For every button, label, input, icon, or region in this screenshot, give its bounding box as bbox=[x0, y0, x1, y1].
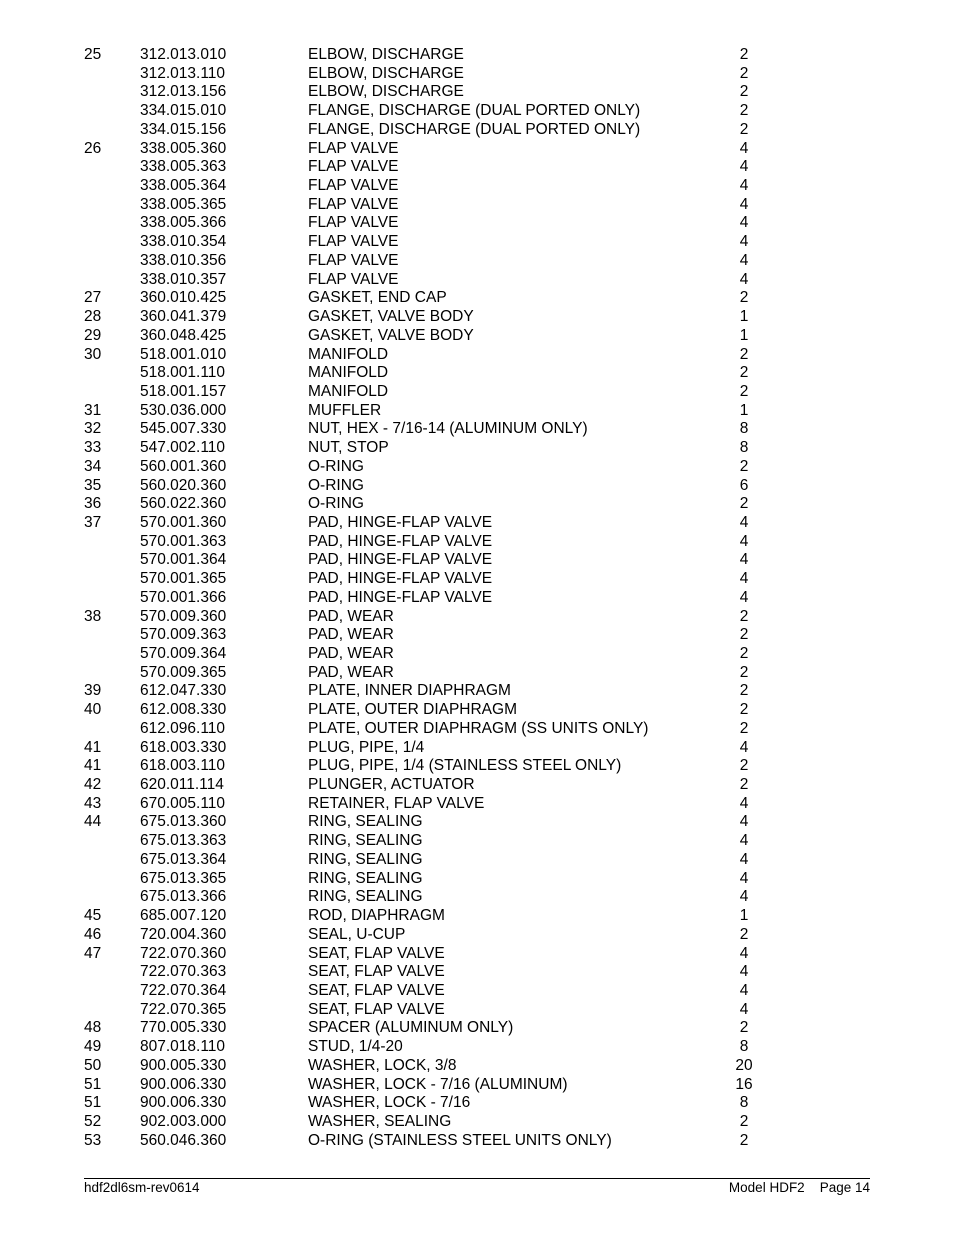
part-number: 518.001.010 bbox=[140, 345, 227, 363]
quantity: 4 bbox=[739, 158, 749, 176]
parts-row bbox=[84, 739, 784, 758]
quantity: 2 bbox=[739, 776, 749, 794]
part-number: 685.007.120 bbox=[140, 907, 227, 925]
item-number: 39 bbox=[84, 682, 102, 700]
part-description: RETAINER, FLAP VALVE bbox=[308, 794, 485, 812]
parts-row bbox=[84, 65, 784, 84]
item-number: 35 bbox=[84, 476, 102, 494]
parts-row bbox=[84, 1001, 784, 1020]
part-description: NUT, HEX - 7/16-14 (ALUMINUM ONLY) bbox=[308, 420, 588, 438]
parts-row bbox=[84, 214, 784, 233]
part-description: ROD, DIAPHRAGM bbox=[308, 907, 445, 925]
item-number: 27 bbox=[84, 289, 102, 307]
parts-row bbox=[84, 271, 784, 290]
quantity: 2 bbox=[739, 364, 749, 382]
item-number: 44 bbox=[84, 813, 102, 831]
parts-row bbox=[84, 982, 784, 1001]
part-description: SEAT, FLAP VALVE bbox=[308, 1000, 445, 1018]
part-number: 570.009.364 bbox=[140, 645, 227, 662]
part-description: MANIFOLD bbox=[308, 345, 389, 363]
parts-row bbox=[84, 364, 784, 383]
quantity: 2 bbox=[739, 83, 749, 101]
part-number: 312.013.156 bbox=[140, 83, 227, 101]
item-number: 43 bbox=[84, 794, 102, 812]
part-number: 675.013.360 bbox=[140, 813, 227, 831]
part-number: 360.010.425 bbox=[140, 289, 227, 307]
part-number: 618.003.110 bbox=[140, 757, 226, 775]
item-number: 28 bbox=[84, 308, 102, 326]
part-description: WASHER, LOCK, 3/8 bbox=[308, 1056, 457, 1074]
part-description: WASHER, SEALING bbox=[308, 1112, 452, 1130]
part-description: GASKET, END CAP bbox=[308, 289, 447, 307]
part-description: FLAP VALVE bbox=[308, 158, 399, 176]
parts-row bbox=[84, 626, 784, 645]
part-description: FLAP VALVE bbox=[308, 233, 399, 251]
quantity: 8 bbox=[739, 420, 749, 438]
part-number: 620.011.114 bbox=[140, 776, 224, 794]
part-description: GASKET, VALVE BODY bbox=[308, 308, 474, 326]
parts-list bbox=[84, 46, 784, 1150]
parts-row bbox=[84, 233, 784, 252]
part-number: 722.070.363 bbox=[140, 963, 227, 981]
item-number: 25 bbox=[84, 46, 102, 63]
item-number: 41 bbox=[84, 757, 102, 775]
footer-doc-id: hdf2dl6sm-rev0614 bbox=[84, 1180, 200, 1195]
part-number: 675.013.363 bbox=[140, 832, 227, 850]
quantity: 1 bbox=[739, 401, 749, 419]
part-description: ELBOW, DISCHARGE bbox=[308, 83, 464, 101]
parts-row bbox=[84, 327, 784, 346]
part-description: PLATE, OUTER DIAPHRAGM bbox=[308, 701, 517, 719]
quantity: 8 bbox=[739, 1094, 749, 1112]
quantity: 1 bbox=[739, 326, 749, 344]
item-number: 33 bbox=[84, 439, 102, 457]
part-number: 518.001.157 bbox=[140, 382, 227, 400]
part-number: 722.070.365 bbox=[140, 1000, 227, 1018]
part-description: PAD, HINGE-FLAP VALVE bbox=[308, 532, 493, 550]
quantity: 4 bbox=[739, 944, 749, 962]
parts-row bbox=[84, 289, 784, 308]
parts-row bbox=[84, 551, 784, 570]
part-number: 900.005.330 bbox=[140, 1056, 227, 1074]
quantity: 2 bbox=[739, 1112, 749, 1130]
part-description: ELBOW, DISCHARGE bbox=[308, 64, 464, 82]
parts-row bbox=[84, 795, 784, 814]
parts-row bbox=[84, 1094, 784, 1113]
parts-row bbox=[84, 495, 784, 514]
item-number: 50 bbox=[84, 1056, 102, 1074]
parts-row bbox=[84, 346, 784, 365]
quantity: 4 bbox=[739, 270, 749, 288]
parts-row bbox=[84, 402, 784, 421]
part-description: RING, SEALING bbox=[308, 888, 423, 906]
part-description: RING, SEALING bbox=[308, 869, 423, 887]
quantity: 4 bbox=[739, 869, 749, 887]
parts-row bbox=[84, 1057, 784, 1076]
quantity: 4 bbox=[739, 570, 749, 588]
part-description: PAD, HINGE-FLAP VALVE bbox=[308, 513, 493, 531]
quantity: 8 bbox=[739, 439, 749, 457]
footer-rule bbox=[84, 1178, 870, 1179]
part-number: 670.005.110 bbox=[140, 794, 226, 812]
parts-row bbox=[84, 570, 784, 589]
quantity: 4 bbox=[739, 813, 749, 831]
part-number: 770.005.330 bbox=[140, 1019, 227, 1037]
quantity: 4 bbox=[739, 981, 749, 999]
part-number: 338.005.360 bbox=[140, 139, 227, 157]
quantity: 4 bbox=[739, 233, 749, 251]
part-number: 900.006.330 bbox=[140, 1094, 227, 1112]
part-number: 675.013.366 bbox=[140, 888, 227, 906]
part-number: 570.001.363 bbox=[140, 532, 227, 550]
part-number: 560.046.360 bbox=[140, 1131, 227, 1149]
part-description: PAD, HINGE-FLAP VALVE bbox=[308, 570, 493, 588]
part-description: SEAT, FLAP VALVE bbox=[308, 981, 445, 999]
quantity: 2 bbox=[739, 382, 749, 400]
quantity: 20 bbox=[735, 1056, 753, 1074]
part-number: 570.001.366 bbox=[140, 588, 227, 606]
part-description: MUFFLER bbox=[308, 401, 382, 419]
parts-row bbox=[84, 832, 784, 851]
part-description: PAD, WEAR bbox=[308, 626, 394, 644]
quantity: 4 bbox=[739, 888, 749, 906]
item-number: 37 bbox=[84, 513, 102, 531]
quantity: 8 bbox=[739, 1038, 749, 1056]
part-number: 312.013.010 bbox=[140, 46, 227, 63]
parts-row bbox=[84, 383, 784, 402]
parts-row bbox=[84, 196, 784, 215]
part-description: FLAP VALVE bbox=[308, 177, 399, 195]
part-number: 720.004.360 bbox=[140, 925, 227, 943]
item-number: 30 bbox=[84, 345, 102, 363]
quantity: 4 bbox=[739, 551, 749, 569]
quantity: 2 bbox=[739, 607, 749, 625]
part-number: 612.047.330 bbox=[140, 682, 227, 700]
item-number: 26 bbox=[84, 139, 102, 157]
part-number: 675.013.365 bbox=[140, 869, 227, 887]
part-description: MANIFOLD bbox=[308, 382, 389, 400]
quantity: 4 bbox=[739, 832, 749, 850]
part-description: O-RING (STAINLESS STEEL UNITS ONLY) bbox=[308, 1131, 612, 1149]
quantity: 2 bbox=[739, 626, 749, 644]
parts-row bbox=[84, 851, 784, 870]
part-description: PAD, HINGE-FLAP VALVE bbox=[308, 551, 493, 569]
parts-row bbox=[84, 888, 784, 907]
part-number: 722.070.360 bbox=[140, 944, 227, 962]
part-description: SPACER (ALUMINUM ONLY) bbox=[308, 1019, 514, 1037]
parts-row bbox=[84, 945, 784, 964]
part-number: 518.001.110 bbox=[140, 364, 226, 382]
part-number: 334.015.156 bbox=[140, 120, 227, 138]
part-number: 612.096.110 bbox=[140, 719, 226, 737]
quantity: 4 bbox=[739, 195, 749, 213]
parts-row bbox=[84, 907, 784, 926]
quantity: 4 bbox=[739, 214, 749, 232]
parts-row bbox=[84, 477, 784, 496]
quantity: 2 bbox=[739, 663, 749, 681]
item-number: 38 bbox=[84, 607, 102, 625]
parts-row bbox=[84, 926, 784, 945]
parts-row bbox=[84, 46, 784, 65]
quantity: 4 bbox=[739, 850, 749, 868]
part-description: PLATE, INNER DIAPHRAGM bbox=[308, 682, 511, 700]
quantity: 4 bbox=[739, 139, 749, 157]
quantity: 4 bbox=[739, 1000, 749, 1018]
item-number: 32 bbox=[84, 420, 102, 438]
quantity: 2 bbox=[739, 495, 749, 513]
item-number: 41 bbox=[84, 738, 102, 756]
parts-row bbox=[84, 813, 784, 832]
parts-row bbox=[84, 420, 784, 439]
parts-row bbox=[84, 701, 784, 720]
part-number: 338.005.364 bbox=[140, 177, 227, 195]
part-description: PAD, HINGE-FLAP VALVE bbox=[308, 588, 493, 606]
parts-row bbox=[84, 1038, 784, 1057]
part-description: FLAP VALVE bbox=[308, 139, 399, 157]
item-number: 52 bbox=[84, 1112, 102, 1130]
part-number: 360.041.379 bbox=[140, 308, 227, 326]
parts-row bbox=[84, 102, 784, 121]
parts-row bbox=[84, 83, 784, 102]
item-number: 48 bbox=[84, 1019, 102, 1037]
part-description: PLUG, PIPE, 1/4 bbox=[308, 738, 425, 756]
part-number: 570.009.363 bbox=[140, 626, 227, 644]
part-description: SEAT, FLAP VALVE bbox=[308, 963, 445, 981]
parts-row bbox=[84, 664, 784, 683]
item-number: 34 bbox=[84, 457, 102, 475]
part-description: PAD, WEAR bbox=[308, 607, 394, 625]
parts-row bbox=[84, 1019, 784, 1038]
part-number: 612.008.330 bbox=[140, 701, 227, 719]
part-description: GASKET, VALVE BODY bbox=[308, 326, 474, 344]
part-number: 560.022.360 bbox=[140, 495, 227, 513]
quantity: 2 bbox=[739, 46, 749, 63]
part-description: ELBOW, DISCHARGE bbox=[308, 46, 464, 63]
part-description: RING, SEALING bbox=[308, 813, 423, 831]
quantity: 2 bbox=[739, 925, 749, 943]
part-number: 312.013.110 bbox=[140, 64, 226, 82]
part-description: FLANGE, DISCHARGE (DUAL PORTED ONLY) bbox=[308, 102, 641, 120]
parts-row bbox=[84, 608, 784, 627]
item-number: 45 bbox=[84, 907, 102, 925]
part-description: PLATE, OUTER DIAPHRAGM (SS UNITS ONLY) bbox=[308, 719, 649, 737]
part-number: 547.002.110 bbox=[140, 439, 226, 457]
item-number: 36 bbox=[84, 495, 102, 513]
part-description: MANIFOLD bbox=[308, 364, 389, 382]
part-description: WASHER, LOCK - 7/16 (ALUMINUM) bbox=[308, 1075, 568, 1093]
quantity: 4 bbox=[739, 251, 749, 269]
parts-row bbox=[84, 140, 784, 159]
parts-row bbox=[84, 870, 784, 889]
parts-row bbox=[84, 177, 784, 196]
part-description: PLUNGER, ACTUATOR bbox=[308, 776, 475, 794]
part-description: O-RING bbox=[308, 457, 364, 475]
part-description: RING, SEALING bbox=[308, 850, 423, 868]
quantity: 4 bbox=[739, 963, 749, 981]
quantity: 2 bbox=[739, 757, 749, 775]
part-description: FLAP VALVE bbox=[308, 270, 399, 288]
part-number: 545.007.330 bbox=[140, 420, 227, 438]
part-number: 570.001.360 bbox=[140, 513, 227, 531]
part-number: 570.001.365 bbox=[140, 570, 227, 588]
item-number: 29 bbox=[84, 326, 102, 344]
quantity: 2 bbox=[739, 1131, 749, 1149]
part-description: RING, SEALING bbox=[308, 832, 423, 850]
quantity: 2 bbox=[739, 645, 749, 662]
parts-row bbox=[84, 720, 784, 739]
part-description: O-RING bbox=[308, 495, 364, 513]
part-description: FLAP VALVE bbox=[308, 251, 399, 269]
part-number: 338.010.356 bbox=[140, 251, 227, 269]
item-number: 51 bbox=[84, 1094, 102, 1112]
part-number: 618.003.330 bbox=[140, 738, 227, 756]
parts-row bbox=[84, 776, 784, 795]
quantity: 1 bbox=[739, 907, 749, 925]
quantity: 2 bbox=[739, 457, 749, 475]
part-description: STUD, 1/4-20 bbox=[308, 1038, 403, 1056]
parts-row bbox=[84, 158, 784, 177]
parts-row bbox=[84, 121, 784, 140]
part-number: 338.010.357 bbox=[140, 270, 227, 288]
parts-row bbox=[84, 1132, 784, 1151]
parts-row bbox=[84, 1076, 784, 1095]
part-number: 570.009.365 bbox=[140, 663, 227, 681]
part-number: 338.010.354 bbox=[140, 233, 227, 251]
parts-row bbox=[84, 645, 784, 664]
part-number: 570.001.364 bbox=[140, 551, 227, 569]
quantity: 2 bbox=[739, 64, 749, 82]
item-number: 42 bbox=[84, 776, 102, 794]
part-description: WASHER, LOCK - 7/16 bbox=[308, 1094, 471, 1112]
item-number: 49 bbox=[84, 1038, 102, 1056]
quantity: 4 bbox=[739, 177, 749, 195]
part-description: O-RING bbox=[308, 476, 364, 494]
part-number: 675.013.364 bbox=[140, 850, 227, 868]
part-number: 530.036.000 bbox=[140, 401, 227, 419]
item-number: 40 bbox=[84, 701, 102, 719]
parts-row bbox=[84, 458, 784, 477]
part-number: 807.018.110 bbox=[140, 1038, 226, 1056]
quantity: 2 bbox=[739, 1019, 749, 1037]
item-number: 46 bbox=[84, 925, 102, 943]
part-description: FLANGE, DISCHARGE (DUAL PORTED ONLY) bbox=[308, 120, 641, 138]
quantity: 2 bbox=[739, 102, 749, 120]
part-number: 338.005.363 bbox=[140, 158, 227, 176]
part-description: NUT, STOP bbox=[308, 439, 389, 457]
quantity: 4 bbox=[739, 588, 749, 606]
parts-row bbox=[84, 252, 784, 271]
part-description: PAD, WEAR bbox=[308, 645, 394, 662]
quantity: 16 bbox=[735, 1075, 753, 1093]
quantity: 2 bbox=[739, 701, 749, 719]
quantity: 2 bbox=[739, 120, 749, 138]
item-number: 31 bbox=[84, 401, 102, 419]
parts-row bbox=[84, 514, 784, 533]
part-number: 560.020.360 bbox=[140, 476, 227, 494]
part-number: 902.003.000 bbox=[140, 1112, 227, 1130]
parts-row bbox=[84, 757, 784, 776]
quantity: 1 bbox=[739, 308, 749, 326]
parts-row bbox=[84, 589, 784, 608]
footer-model-page: Model HDF2 Page 14 bbox=[728, 1180, 870, 1195]
part-number: 338.005.366 bbox=[140, 214, 227, 232]
parts-row bbox=[84, 308, 784, 327]
quantity: 2 bbox=[739, 719, 749, 737]
parts-row bbox=[84, 682, 784, 701]
parts-row bbox=[84, 963, 784, 982]
quantity: 4 bbox=[739, 532, 749, 550]
part-description: FLAP VALVE bbox=[308, 214, 399, 232]
part-number: 560.001.360 bbox=[140, 457, 227, 475]
quantity: 4 bbox=[739, 738, 749, 756]
part-number: 334.015.010 bbox=[140, 102, 227, 120]
item-number: 47 bbox=[84, 944, 102, 962]
part-description: SEAT, FLAP VALVE bbox=[308, 944, 445, 962]
part-number: 722.070.364 bbox=[140, 981, 227, 999]
part-number: 360.048.425 bbox=[140, 326, 227, 344]
quantity: 2 bbox=[739, 289, 749, 307]
quantity: 2 bbox=[739, 682, 749, 700]
part-description: PAD, WEAR bbox=[308, 663, 394, 681]
item-number: 51 bbox=[84, 1075, 102, 1093]
parts-row bbox=[84, 439, 784, 458]
quantity: 4 bbox=[739, 794, 749, 812]
quantity: 4 bbox=[739, 513, 749, 531]
part-description: FLAP VALVE bbox=[308, 195, 399, 213]
part-number: 338.005.365 bbox=[140, 195, 227, 213]
part-description: SEAL, U-CUP bbox=[308, 925, 406, 943]
part-number: 900.006.330 bbox=[140, 1075, 227, 1093]
quantity: 6 bbox=[739, 476, 749, 494]
quantity: 2 bbox=[739, 345, 749, 363]
parts-row bbox=[84, 1113, 784, 1132]
part-number: 570.009.360 bbox=[140, 607, 227, 625]
item-number: 53 bbox=[84, 1131, 102, 1149]
parts-row bbox=[84, 533, 784, 552]
part-description: PLUG, PIPE, 1/4 (STAINLESS STEEL ONLY) bbox=[308, 757, 622, 775]
